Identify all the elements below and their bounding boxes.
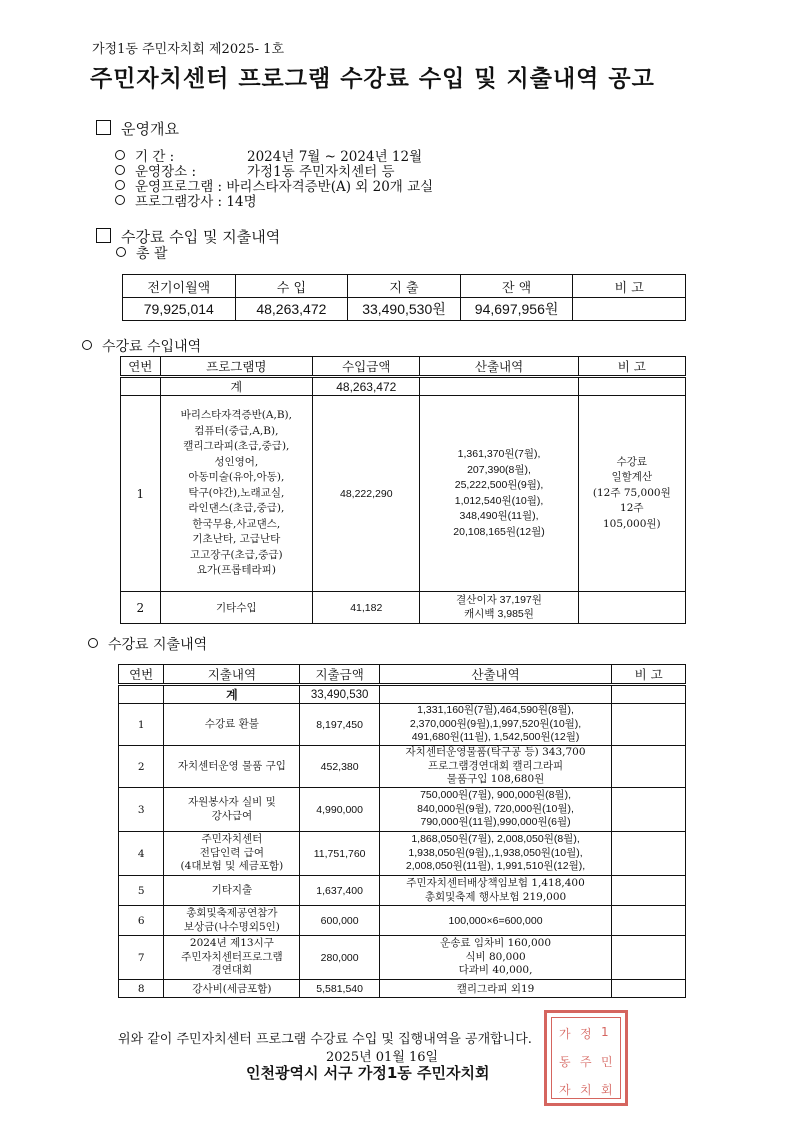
seal-char: 정	[580, 1027, 592, 1041]
circle-bullet-icon	[115, 195, 125, 205]
table-row	[119, 906, 686, 936]
income-table	[120, 356, 686, 624]
expense-amount: 600,000	[300, 906, 379, 936]
income-heading-text: 수강료 수입내역	[102, 339, 202, 355]
expense-note	[612, 788, 686, 832]
table-header-row	[121, 357, 686, 377]
summary-table	[122, 274, 686, 321]
expense-note	[612, 980, 686, 998]
page-title: 주민자치센터 프로그램 수강료 수입 및 지출내역 공고	[90, 66, 655, 92]
table-cell	[578, 377, 685, 396]
document-number: 가정1동 주민자치회 제2025- 1호	[92, 42, 284, 57]
column-header: 비 고	[578, 357, 685, 377]
total-label: 계	[164, 685, 300, 704]
overview-item-program	[115, 180, 433, 195]
table-row	[119, 980, 686, 998]
summary-header: 전기이월액	[123, 275, 236, 298]
table-row	[121, 396, 686, 592]
expense-amount: 4,990,000	[300, 788, 379, 832]
table-cell	[119, 685, 164, 704]
summary-value: 33,490,530원	[348, 298, 461, 321]
table-cell	[121, 377, 161, 396]
row-number: 4	[119, 832, 164, 876]
income-amount: 48,222,290	[313, 396, 420, 592]
summary-header: 비 고	[573, 275, 686, 298]
expense-note	[612, 704, 686, 746]
total-amount: 33,490,530	[300, 685, 379, 704]
row-number: 1	[121, 396, 161, 592]
table-row	[121, 592, 686, 624]
circle-bullet-icon	[115, 180, 125, 190]
overview-heading	[96, 118, 179, 139]
seal-char: 주	[580, 1055, 592, 1069]
seal-char: 민	[601, 1055, 613, 1069]
table-row	[123, 275, 686, 298]
overview-heading-text: 운영개요	[121, 120, 179, 138]
row-number: 6	[119, 906, 164, 936]
column-header: 연번	[119, 665, 164, 685]
overview-item-place	[115, 165, 395, 180]
overview-value: 2024년 7월 ~ 2024년 12월	[247, 149, 423, 165]
summary-value: 94,697,956원	[460, 298, 573, 321]
finance-heading-text: 수강료 수입 및 지출내역	[121, 228, 281, 246]
summary-header: 잔 액	[460, 275, 573, 298]
table-cell	[612, 685, 686, 704]
table-row	[123, 298, 686, 321]
expense-item: 2024년 제13시구 주민자치센터프로그램 경연대회	[164, 936, 300, 980]
income-detail: 1,361,370원(7월), 207,390(8월), 25,222,500원(9월), 1,012,540원(10월), 348,490원(11월), 20,108,165원(12월)	[420, 396, 578, 592]
income-note: 수강료 일할계산 (12주 75,000원 12주 105,000원)	[578, 396, 685, 592]
seal-char: 1	[601, 1025, 609, 1039]
summary-value: 79,925,014	[123, 298, 236, 321]
summary-header: 지 출	[348, 275, 461, 298]
income-detail: 결산이자 37,197원 캐시백 3,985원	[420, 592, 578, 624]
table-row	[119, 788, 686, 832]
expense-item: 자치센터운영 물품 구입	[164, 746, 300, 788]
overview-item-instructors	[115, 195, 257, 210]
circle-bullet-icon	[116, 247, 126, 257]
expense-detail: 750,000원(7월), 900,000원(8월), 840,000원(9월), 720,000원(10월), 790,000원(11월),990,000원(6월)	[379, 788, 611, 832]
program-name: 기타수입	[160, 592, 313, 624]
circle-bullet-icon	[115, 150, 125, 160]
table-header-row	[119, 665, 686, 685]
expense-detail: 1,331,160원(7월),464,590원(8월), 2,370,000원(9월),1,997,520원(10월), 491,680원(11월), 1,542,500원(12월)	[379, 704, 611, 746]
table-row	[119, 876, 686, 906]
income-note	[578, 592, 685, 624]
expense-amount: 1,637,400	[300, 876, 379, 906]
column-header: 산출내역	[420, 357, 578, 377]
table-row	[119, 746, 686, 788]
expense-note	[612, 876, 686, 906]
seal-char: 동	[559, 1055, 571, 1069]
row-number: 7	[119, 936, 164, 980]
expense-amount: 452,380	[300, 746, 379, 788]
expense-detail: 100,000×6=600,000	[379, 906, 611, 936]
expense-detail: 운송료 임차비 160,000 식비 80,000 다과비 40,000,	[379, 936, 611, 980]
summary-value	[573, 298, 686, 321]
expense-detail: 자치센터운영물품(탁구공 등) 343,700 프로그램경연대회 캘리그라피 물품구입 108,680원	[379, 746, 611, 788]
expense-note	[612, 746, 686, 788]
row-number: 2	[121, 592, 161, 624]
expense-detail: 1,868,050원(7월), 2,008,050원(8월), 1,938,050원(9월),,1,938,050원(10월), 2,008,050원(11월), 1,991,510원(12월),	[379, 832, 611, 876]
expense-item: 총회및축제공연참가 보상금(나수명외5인)	[164, 906, 300, 936]
column-header: 연번	[121, 357, 161, 377]
overview-item-period	[115, 150, 422, 165]
expense-item: 주민자치센터 전담인력 급여 (4대보험 및 세금포함)	[164, 832, 300, 876]
footer-statement: 위와 같이 주민자치센터 프로그램 수강료 수입 및 집행내역을 공개합니다.	[118, 1032, 532, 1047]
expense-note	[612, 936, 686, 980]
expense-amount: 280,000	[300, 936, 379, 980]
summary-header: 수 입	[235, 275, 348, 298]
circle-bullet-icon	[82, 340, 92, 350]
row-number: 8	[119, 980, 164, 998]
total-amount: 48,263,472	[313, 377, 420, 396]
circle-bullet-icon	[115, 165, 125, 175]
row-number: 2	[119, 746, 164, 788]
footer-date: 2025년 01월 16일	[326, 1050, 439, 1065]
expense-note	[612, 906, 686, 936]
program-list: 바리스타자격증반(A,B), 컴퓨터(중급,A,B), 캘리그라피(초급,중급), 성인영어, 아동미술(유아,아동), 탁구(야간),노래교실, 라인댄스(초급,중급), 한국무용,사교댄스, 기초난타, 고급난타 고고장구(초급,중급) 요가(프롭테라피)	[160, 396, 313, 592]
seal-char: 치	[580, 1083, 592, 1097]
column-header: 프로그램명	[160, 357, 313, 377]
summary-value: 48,263,472	[235, 298, 348, 321]
total-row	[119, 685, 686, 704]
expense-detail: 캘리그라피 외19	[379, 980, 611, 998]
expense-detail: 주민자치센터배상책임보험 1,418,400 총회및축제 행사보험 219,000	[379, 876, 611, 906]
table-row	[119, 704, 686, 746]
income-amount: 41,182	[313, 592, 420, 624]
total-label: 계	[160, 377, 313, 396]
overview-value: 14명	[226, 194, 257, 210]
column-header: 산출내역	[379, 665, 611, 685]
overview-value: 바리스타자격증반(A) 외 20개 교실	[226, 179, 434, 195]
summary-label-text: 총 괄	[136, 246, 168, 262]
table-cell	[379, 685, 611, 704]
expense-table	[118, 664, 686, 998]
expense-item: 강사비(세금포함)	[164, 980, 300, 998]
total-row	[121, 377, 686, 396]
row-number: 1	[119, 704, 164, 746]
expense-item: 자원봉사자 실비 및 강사급여	[164, 788, 300, 832]
row-number: 5	[119, 876, 164, 906]
table-row	[119, 832, 686, 876]
expense-note	[612, 832, 686, 876]
column-header: 비 고	[612, 665, 686, 685]
expense-amount: 11,751,760	[300, 832, 379, 876]
seal-char: 가	[559, 1027, 571, 1041]
expense-amount: 8,197,450	[300, 704, 379, 746]
income-heading	[82, 336, 201, 356]
circle-bullet-icon	[88, 638, 98, 648]
expense-heading-text: 수강료 지출내역	[108, 637, 208, 653]
column-header: 지출금액	[300, 665, 379, 685]
checkbox-square-icon	[96, 228, 111, 243]
table-cell	[420, 377, 578, 396]
official-seal	[544, 1010, 628, 1106]
overview-label: 운영프로그램 :	[135, 179, 223, 195]
column-header: 수입금액	[313, 357, 420, 377]
overview-label: 프로그램강사 :	[135, 194, 223, 210]
expense-heading	[88, 634, 207, 654]
checkbox-square-icon	[96, 120, 111, 135]
row-number: 3	[119, 788, 164, 832]
overview-value: 가정1동 주민자치센터 등	[247, 164, 395, 180]
expense-item: 기타지출	[164, 876, 300, 906]
expense-amount: 5,581,540	[300, 980, 379, 998]
overview-label: 운영장소 :	[135, 164, 197, 180]
seal-char: 자	[559, 1083, 571, 1097]
column-header: 지출내역	[164, 665, 300, 685]
expense-item: 수강료 환불	[164, 704, 300, 746]
footer-issuer: 인천광역시 서구 가정1동 주민자치회	[246, 1064, 490, 1082]
table-row	[119, 936, 686, 980]
overview-label: 기 간 :	[135, 149, 175, 165]
seal-char: 회	[601, 1083, 613, 1097]
summary-label	[116, 243, 168, 263]
